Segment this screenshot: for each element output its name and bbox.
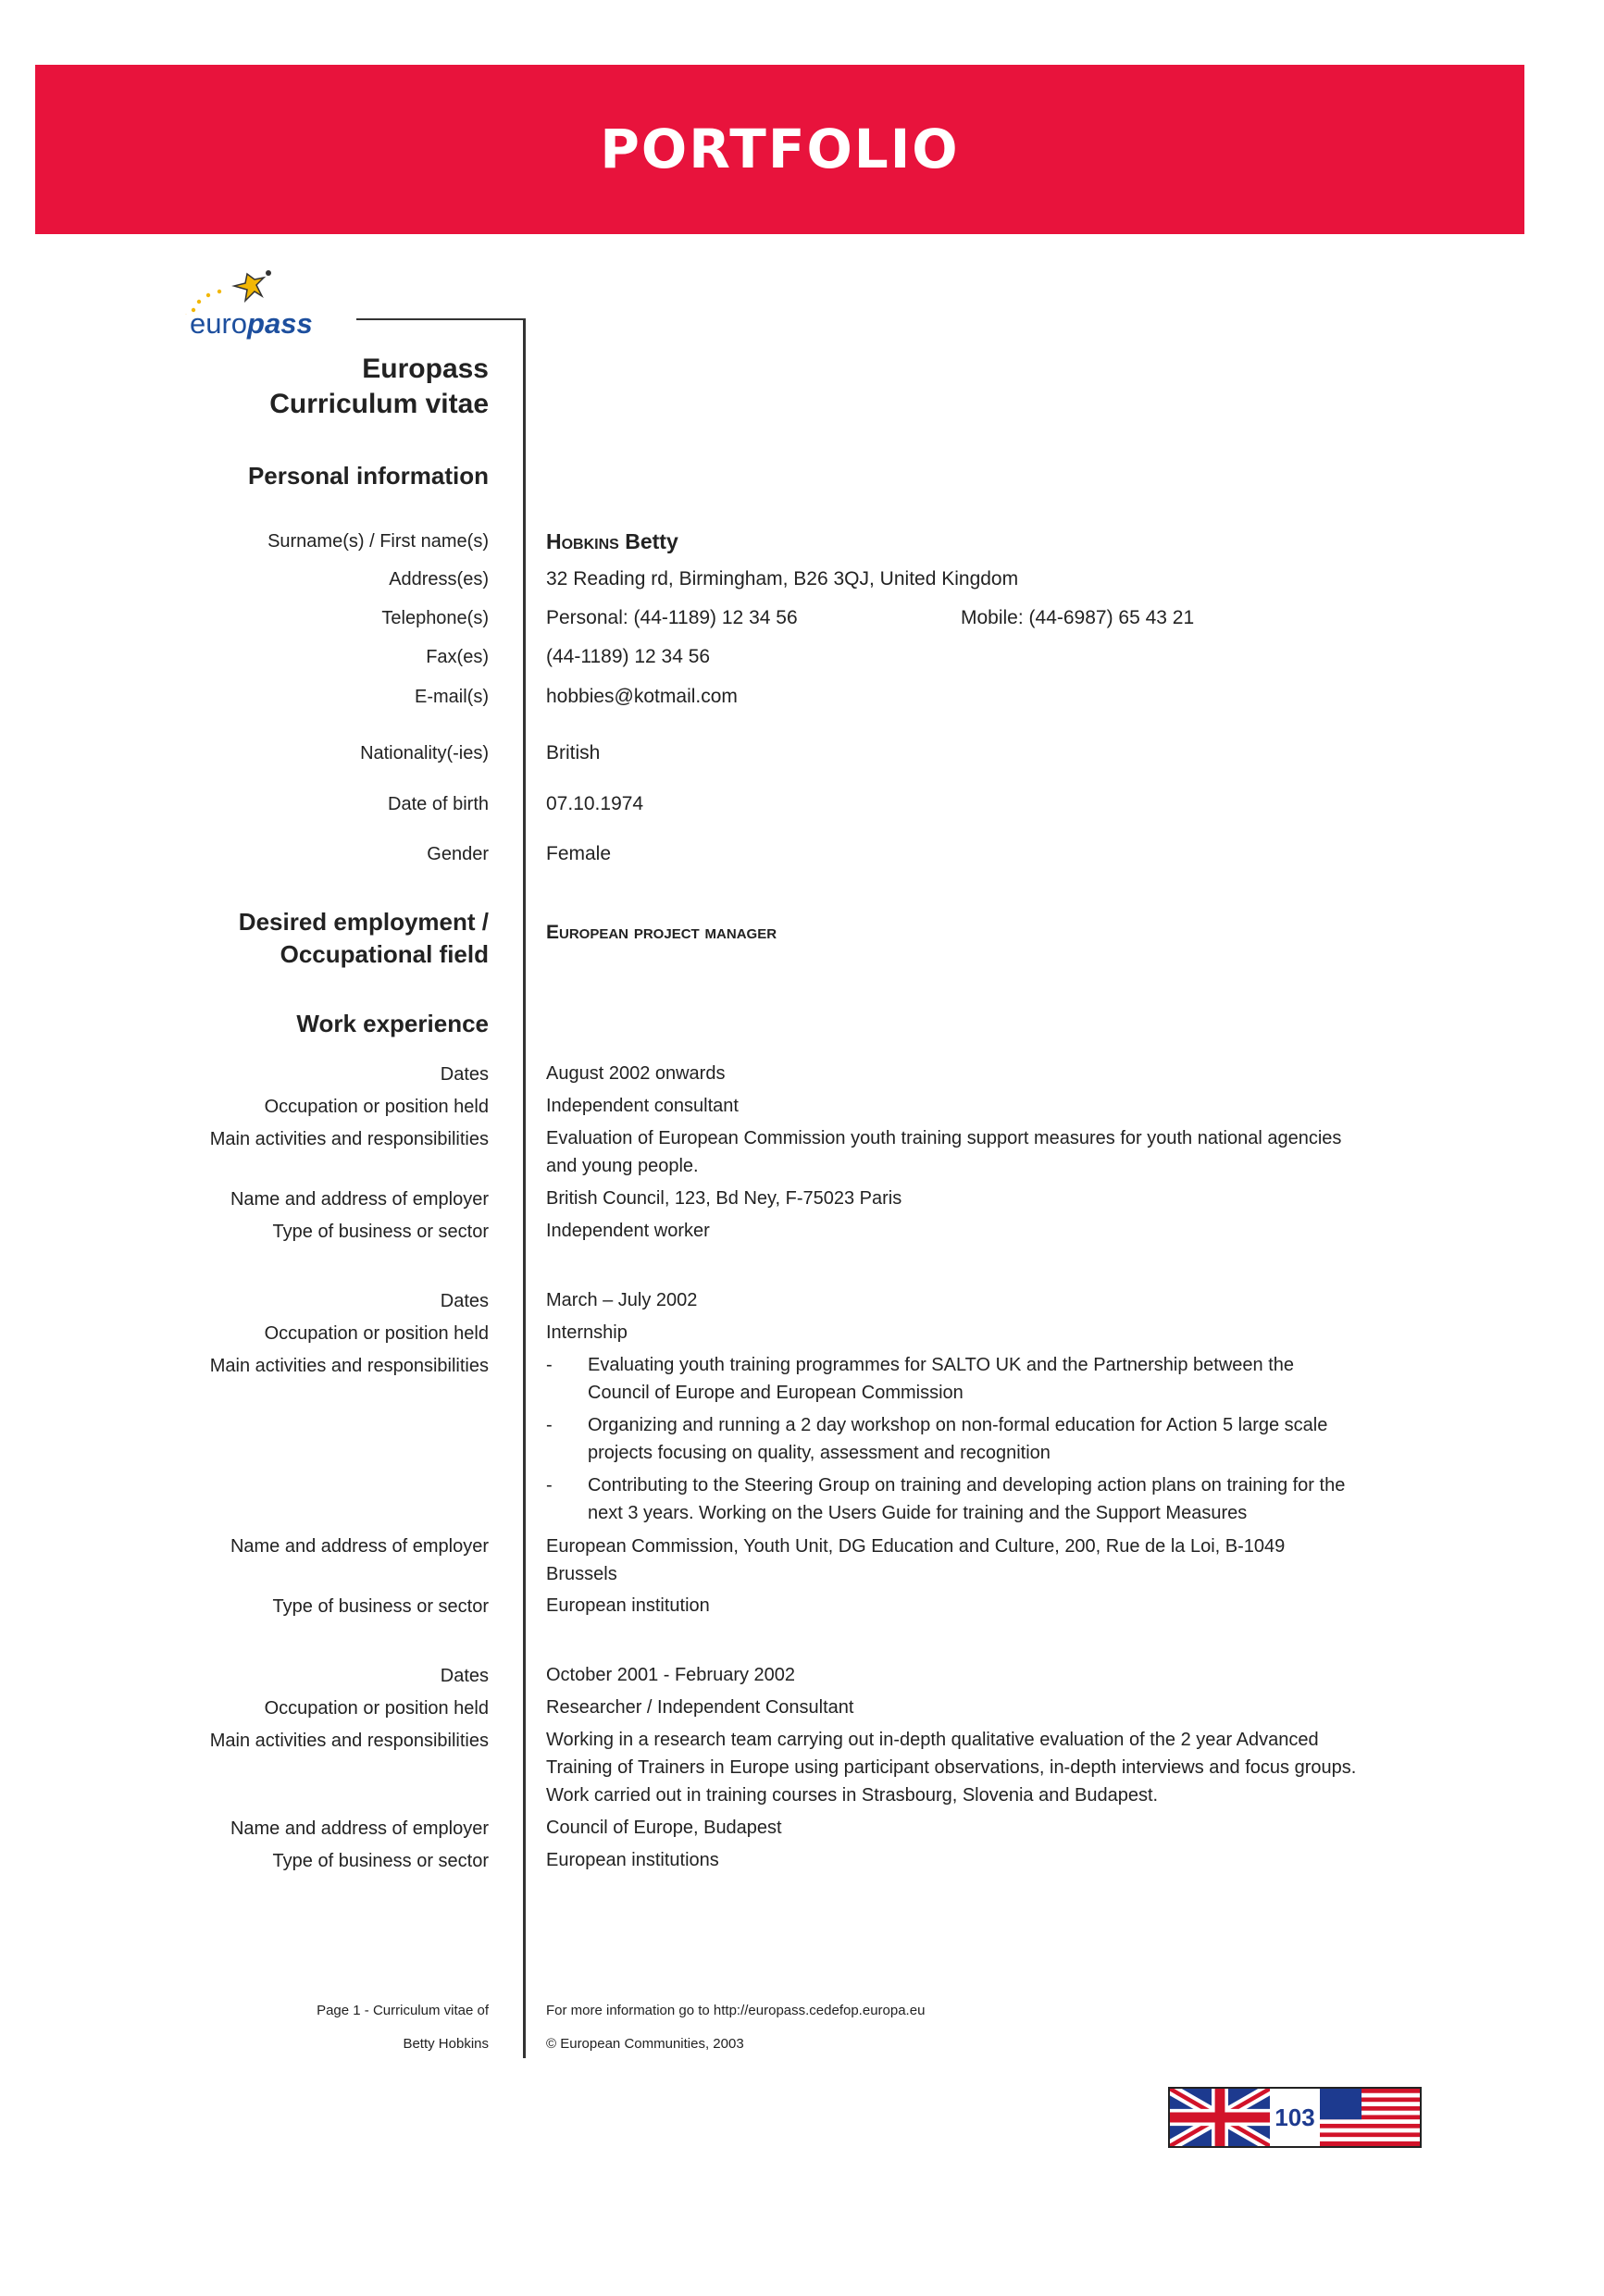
label-activities: Main activities and responsibilities <box>209 1356 489 1376</box>
cv-title-line1: Europass <box>362 354 489 384</box>
value-name: Hobkins Betty <box>546 529 678 553</box>
footer-page-line2: Betty Hobkins <box>403 2036 489 2052</box>
label-sector: Type of business or sector <box>272 1851 489 1871</box>
value-telephone-mobile: Mobile: (44-6987) 65 43 21 <box>961 607 1195 628</box>
label-employer: Name and address of employer <box>230 1818 489 1839</box>
label-activities: Main activities and responsibilities <box>209 1129 489 1149</box>
label-employer: Name and address of employer <box>230 1536 489 1557</box>
job-dates: August 2002 onwards <box>546 1063 726 1084</box>
header-rule <box>356 318 526 320</box>
page-number: 103 <box>1270 2089 1320 2146</box>
job-bullet: - Contributing to the Steering Group on training and developing action plans on training for the next 3 years. Working on the Users Guide for training and the Support Measures <box>546 1475 1346 1523</box>
personal-information-heading: Personal information <box>247 462 489 490</box>
label-sector: Type of business or sector <box>272 1222 489 1242</box>
job-sector: Independent worker <box>546 1221 710 1241</box>
uk-flag-icon <box>1170 2089 1270 2146</box>
job-activities: Working in a research team carrying out in-depth qualitative evaluation of the 2 year Advanced Training of Trainers in Europe using participant observations, in-depth interviews and focus groups. Work carried out in training courses in Strasbourg, Slovenia and Budapest. <box>546 1730 1357 1806</box>
footer-info-link[interactable]: For more information go to http://europass.cedefop.europa.eu <box>546 2003 926 2018</box>
job-employer: Council of Europe, Budapest <box>546 1818 782 1838</box>
value-dob: 07.10.1974 <box>546 793 644 814</box>
us-flag-icon <box>1320 2089 1420 2146</box>
label-dates: Dates <box>440 1666 489 1686</box>
job-employer: European Commission, Youth Unit, DG Education and Culture, 200, Rue de la Loi, B-1049 Brussels <box>546 1536 1286 1584</box>
job-occupation: Internship <box>546 1322 628 1343</box>
page-number-badge <box>1168 2087 1422 2148</box>
value-email: hobbies@kotmail.com <box>546 686 738 707</box>
label-dates: Dates <box>440 1291 489 1311</box>
job-sector: European institution <box>546 1595 710 1616</box>
desired-employment-heading-line1: Desired employment / <box>238 908 489 936</box>
job-dates: October 2001 - February 2002 <box>546 1665 796 1685</box>
banner-title: PORTFOLIO <box>600 118 960 180</box>
europass-wordmark: europass <box>190 307 313 340</box>
work-experience-heading: Work experience <box>296 1010 489 1037</box>
label-employer: Name and address of employer <box>230 1189 489 1210</box>
label-address: Address(es) <box>389 569 489 590</box>
label-occupation: Occupation or position held <box>264 1097 489 1117</box>
value-nationality: British <box>546 742 601 763</box>
cv-title-line2: Curriculum vitae <box>269 389 489 419</box>
label-nationality: Nationality(-ies) <box>360 743 489 763</box>
portfolio-banner <box>35 65 1524 234</box>
label-fax: Fax(es) <box>426 647 489 667</box>
label-gender: Gender <box>427 844 489 864</box>
column-divider <box>523 318 526 2058</box>
value-fax: (44-1189) 12 34 56 <box>546 646 711 667</box>
label-occupation: Occupation or position held <box>264 1323 489 1344</box>
job-bullet: - Organizing and running a 2 day workshop on non-formal education for Action 5 large scale projects focusing on quality, assessment and recognition <box>546 1415 1328 1463</box>
footer-page-line1: Page 1 - Curriculum vitae of <box>317 2003 489 2018</box>
label-email: E-mail(s) <box>415 687 489 707</box>
label-dates: Dates <box>440 1064 489 1085</box>
job-bullet: - Evaluating youth training programmes for SALTO UK and the Partnership between the Council of Europe and European Commission <box>546 1355 1295 1403</box>
job-occupation: Researcher / Independent Consultant <box>546 1697 854 1718</box>
job-activities: Evaluation of European Commission youth training support measures for youth national agencies and young people. <box>546 1128 1342 1176</box>
footer-copyright: © European Communities, 2003 <box>546 2036 744 2052</box>
desired-employment-heading-line2: Occupational field <box>280 940 489 968</box>
value-telephone-personal: Personal: (44-1189) 12 34 56 <box>546 607 798 628</box>
value-desired-employment: European project manager <box>546 922 777 943</box>
label-name: Surname(s) / First name(s) <box>267 531 489 552</box>
label-activities: Main activities and responsibilities <box>209 1731 489 1751</box>
label-occupation: Occupation or position held <box>264 1698 489 1719</box>
europass-logo <box>171 268 356 361</box>
value-address: 32 Reading rd, Birmingham, B26 3QJ, United Kingdom <box>546 568 1019 590</box>
job-sector: European institutions <box>546 1850 719 1870</box>
label-dob: Date of birth <box>388 794 489 814</box>
job-dates: March – July 2002 <box>546 1290 698 1310</box>
label-telephone: Telephone(s) <box>381 608 489 628</box>
job-occupation: Independent consultant <box>546 1096 739 1116</box>
value-gender: Female <box>546 843 612 864</box>
label-sector: Type of business or sector <box>272 1596 489 1617</box>
job-employer: British Council, 123, Bd Ney, F-75023 Paris <box>546 1188 902 1209</box>
